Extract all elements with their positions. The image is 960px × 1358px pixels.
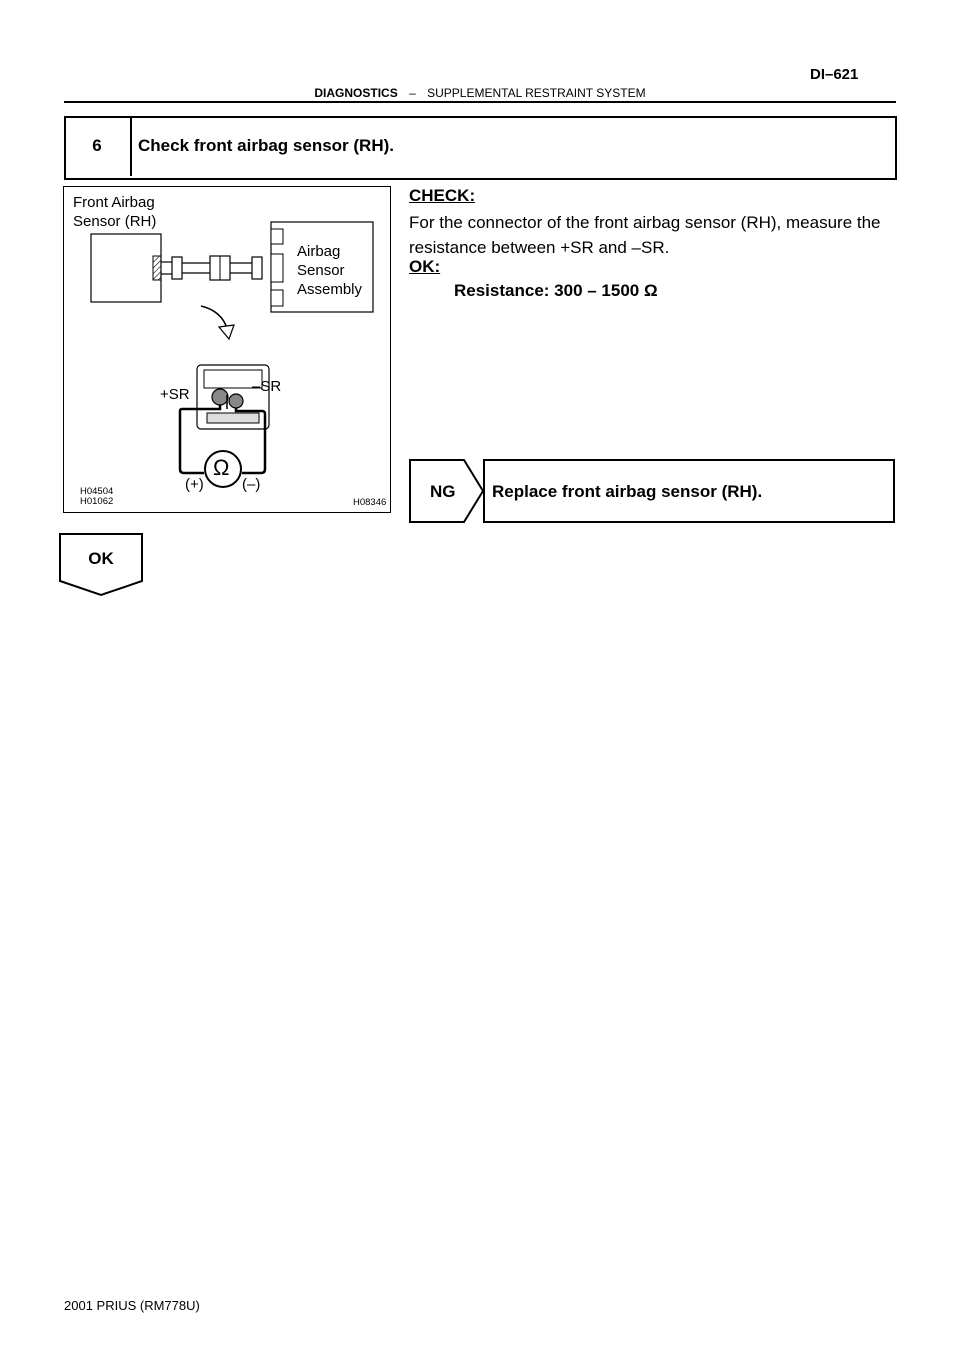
step-number: 6 — [64, 116, 132, 176]
label-front-sensor-1: Front Airbag — [73, 194, 155, 211]
terminal-pos — [212, 389, 228, 405]
check-text: For the connector of the front airbag sensor (RH), measure the resistance between +SR and –SR. — [409, 213, 881, 257]
probe-pos: (+) — [185, 476, 204, 493]
ok-tab-label: OK — [88, 549, 114, 568]
label-terminal-pos: +SR — [160, 386, 190, 403]
figure-frame — [63, 186, 391, 513]
harness-connector-right — [252, 257, 262, 279]
subsection-name: SUPPLEMENTAL RESTRAINT SYSTEM — [427, 86, 646, 100]
check-label: CHECK: — [409, 186, 476, 205]
label-front-sensor-2: Sensor (RH) — [73, 213, 157, 230]
terminal-neg — [229, 394, 243, 408]
ng-label: NG — [430, 482, 456, 501]
footer-text: 2001 PRIUS (RM778U) — [64, 1298, 200, 1313]
step-title: Check front airbag sensor (RH). — [138, 136, 394, 155]
front-sensor-box — [91, 234, 161, 302]
label-assembly-1: Airbag — [297, 243, 341, 260]
section-header — [0, 86, 960, 100]
figure-code-2: H01062 — [80, 496, 114, 507]
ng-action: Replace front airbag sensor (RH). — [492, 482, 763, 501]
direction-arrow — [201, 306, 227, 329]
label-terminal-neg: –SR — [252, 378, 282, 395]
sensor-connector-stub — [153, 256, 161, 280]
section-separator: – — [409, 86, 416, 100]
harness-connector-left — [172, 257, 182, 279]
figure-code-1: H04504 — [80, 486, 114, 497]
header-rule — [64, 101, 896, 103]
section-name: DIAGNOSTICS — [314, 86, 398, 100]
label-assembly-3: Assembly — [297, 281, 363, 298]
figure-code-3: H08346 — [353, 497, 387, 508]
label-assembly-2: Sensor — [297, 262, 345, 279]
page-number: DI–621 — [810, 66, 859, 83]
ohm-symbol: Ω — [213, 455, 230, 480]
probe-neg: (–) — [242, 476, 261, 493]
ok-label: OK: — [409, 257, 441, 276]
ok-value: Resistance: 300 – 1500 Ω — [454, 281, 658, 300]
